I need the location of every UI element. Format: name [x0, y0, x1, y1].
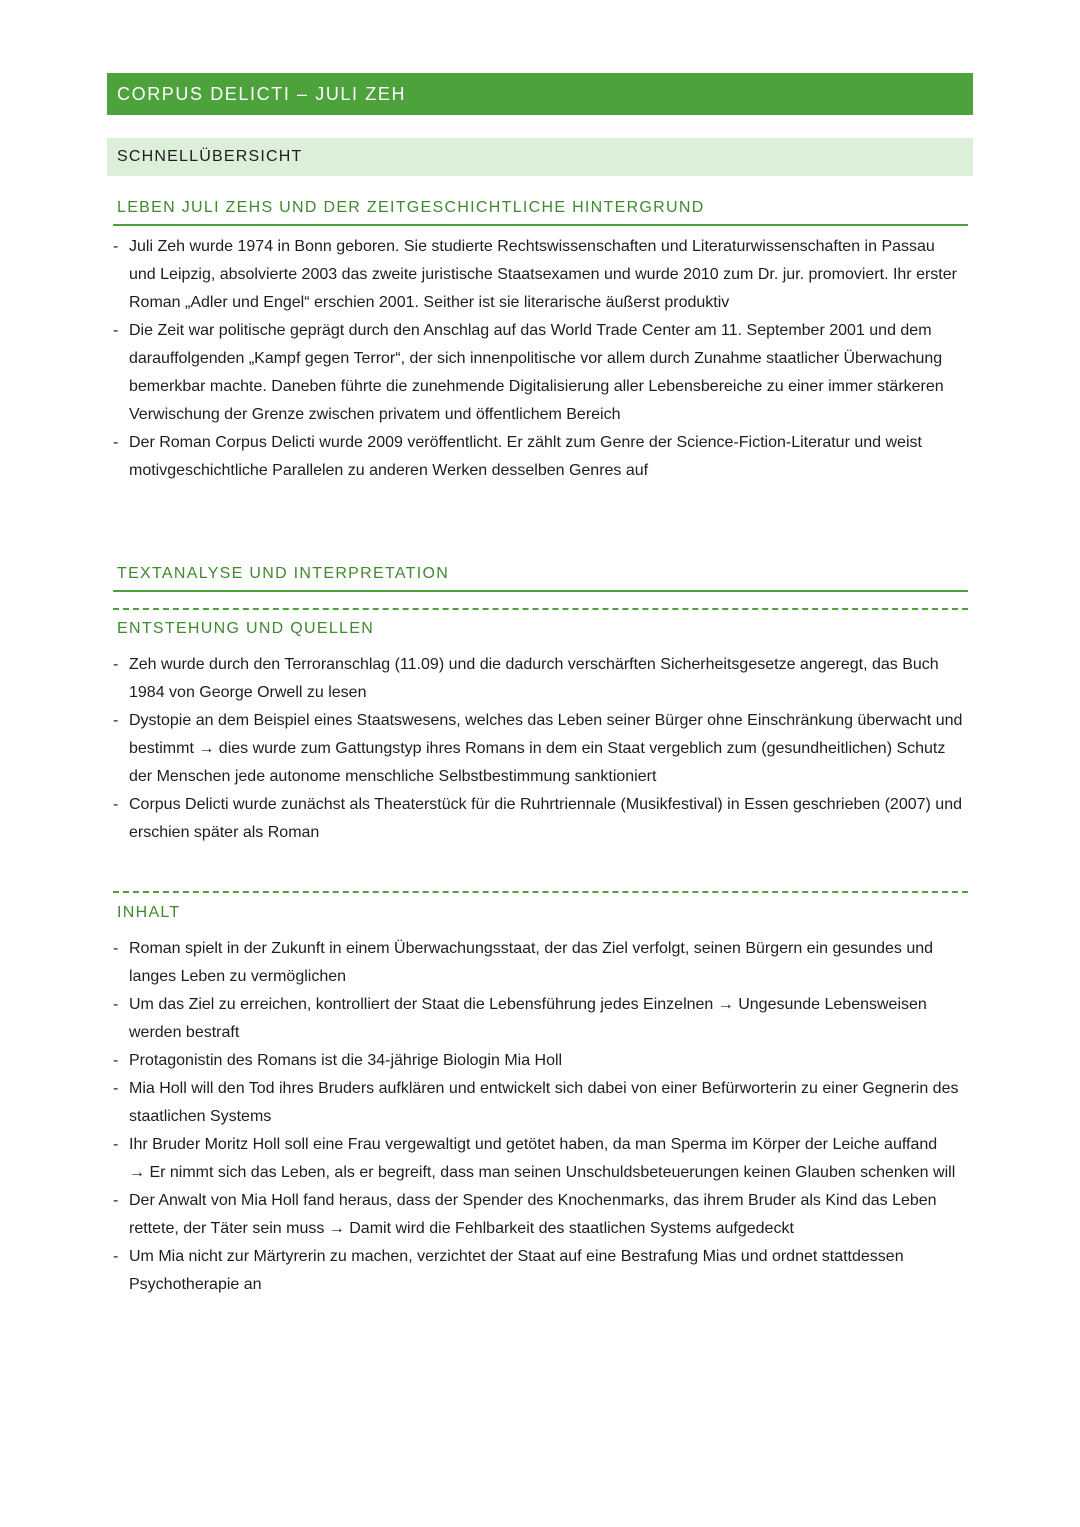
- section-heading-life: LEBEN JULI ZEHS UND DER ZEITGESCHICHTLICHE HINTERGRUND: [117, 199, 705, 216]
- list-item: - Um Mia nicht zur Märtyrerin zu machen, verzichtet der Staat auf eine Bestrafung Mias und ordnet stattdessen Psychotherapie an: [113, 1248, 904, 1293]
- list-item: - Dystopie an dem Beispiel eines Staatswesens, welches das Leben seiner Bürger ohne Einschränkung überwacht und bestimmt → dies wurde zum Gattungstyp ihres Romans in dem ein Staat vergeblich zum (gesundheitlichen) Schutz der Menschen jede autonome menschliche Selbstbestimmung sanktioniert: [113, 712, 963, 785]
- section-heading-analysis: TEXTANALYSE UND INTERPRETATION: [117, 565, 450, 582]
- list-item: - Juli Zeh wurde 1974 in Bonn geboren. Sie studierte Rechtswissenschaften und Literaturwissenschaften in Passau und Leipzig, absolvierte 2003 das zweite juristische Staatsexamen und wurde 2010 zum Dr. jur. promoviert. Ihr erster Roman „Adler und Engel“ erschien 2001. Seither ist sie literarische äußerst produktiv: [113, 238, 957, 311]
- list-item: - Ihr Bruder Moritz Holl soll eine Frau vergewaltigt und getötet haben, da man Sperma im Körper der Leiche auffand: [113, 1136, 938, 1153]
- section-list-content: [113, 935, 963, 1299]
- list-item: - Die Zeit war politische geprägt durch den Anschlag auf das World Trade Center am 11. September 2001 und dem darauffolgenden „Kampf gegen Terror“, der sich innenpolitische vor allem durch Zunahme staatlicher Überwachung bemerkbar machte. Daneben führte die zunehmende Digitalisierung aller Lebensbereiche zu einer immer stärkeren Verwischung der Grenze zwischen privatem und öffentlichem Bereich: [113, 322, 944, 423]
- quick-overview-heading: SCHNELLÜBERSICHT: [107, 138, 973, 176]
- section-heading-content: INHALT: [117, 904, 181, 921]
- section-heading-origin: ENTSTEHUNG UND QUELLEN: [117, 620, 375, 637]
- list-item: - Zeh wurde durch den Terroranschlag (11.09) und die dadurch verschärften Sicherheitsgesetze angeregt, das Buch 1984 von George Orwell zu lesen: [113, 656, 939, 701]
- list-item-continuation: → Er nimmt sich das Leben, als er begreift, dass man seinen Unschuldsbeteuerungen keinen Glauben schenken will: [129, 1164, 956, 1181]
- list-item: - Protagonistin des Romans ist die 34-jährige Biologin Mia Holl: [113, 1052, 563, 1069]
- list-item: - Corpus Delicti wurde zunächst als Theaterstück für die Ruhrtriennale (Musikfestival) in Essen geschrieben (2007) und erschien später als Roman: [113, 796, 962, 841]
- dashed-divider: [113, 891, 968, 893]
- list-item: - Roman spielt in der Zukunft in einem Überwachungsstaat, der das Ziel verfolgt, seinen Bürgern ein gesundes und langes Leben zu vermöglichen: [113, 940, 934, 985]
- list-item: - Mia Holl will den Tod ihres Bruders aufklären und entwickelt sich dabei von einer Befürworterin zu einer Gegnerin des staatlichen Systems: [113, 1080, 959, 1125]
- section-list-life: [113, 233, 963, 485]
- list-item: - Um das Ziel zu erreichen, kontrolliert der Staat die Lebensführung jedes Einzelnen → Ungesunde Lebensweisen werden bestraft: [113, 996, 927, 1041]
- section-divider: [113, 224, 968, 226]
- dashed-divider: [113, 608, 968, 610]
- section-list-origin: [113, 651, 963, 847]
- list-item: - Der Roman Corpus Delicti wurde 2009 veröffentlicht. Er zählt zum Genre der Science-Fiction-Literatur und weist motivgeschichtliche Parallelen zu anderen Werken desselben Genres auf: [113, 434, 922, 479]
- section-divider: [113, 590, 968, 592]
- list-item: - Der Anwalt von Mia Holl fand heraus, dass der Spender des Knochenmarks, das ihrem Bruder als Kind das Leben rettete, der Täter sein muss → Damit wird die Fehlbarkeit des staatlichen Systems aufgedeckt: [113, 1192, 937, 1237]
- document-title: CORPUS DELICTI – JULI ZEH: [107, 73, 973, 115]
